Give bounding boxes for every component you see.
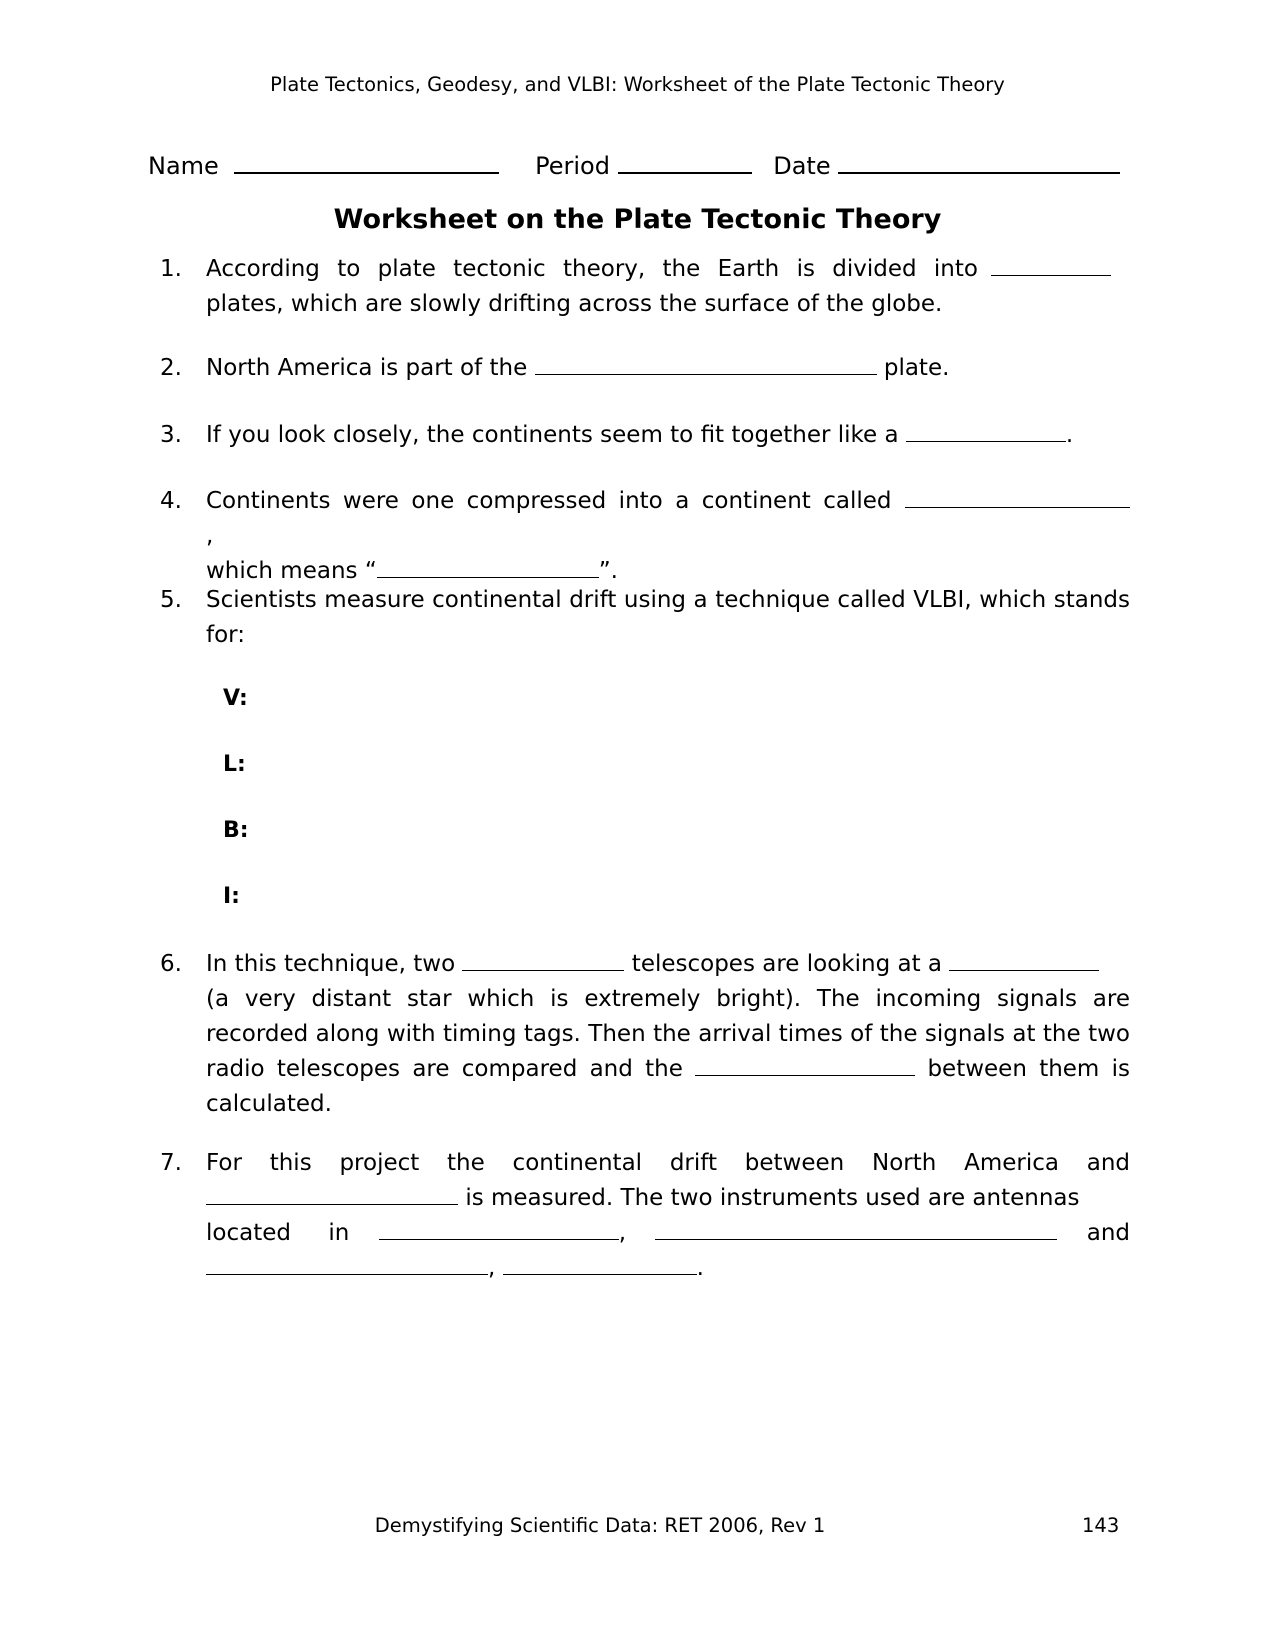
question-number: 4. xyxy=(160,488,182,514)
period-label: Period xyxy=(535,152,610,180)
question-number: 2. xyxy=(160,355,182,381)
question-number: 7. xyxy=(160,1150,182,1176)
name-label: Name xyxy=(148,152,219,180)
answer-blank[interactable] xyxy=(379,1216,619,1240)
answer-blank[interactable] xyxy=(905,484,1130,508)
vlbi-letter-v: V: xyxy=(223,686,248,711)
footer-source: Demystifying Scientific Data: RET 2006, Rev 1 xyxy=(374,1514,826,1537)
question-number: 5. xyxy=(160,587,182,613)
answer-blank[interactable] xyxy=(377,554,599,578)
question-text: ”. xyxy=(598,558,618,584)
question-number: 6. xyxy=(160,951,182,977)
question-text: and xyxy=(1086,1220,1131,1246)
student-info-row xyxy=(148,148,1124,180)
question-text: telescopes are looking at a xyxy=(631,951,943,977)
question-text: is measured. The two instruments used are antennas xyxy=(465,1185,1080,1211)
question-text: between them is calculated. xyxy=(206,1056,1130,1117)
question-text: According to plate tectonic theory, the Earth is divided into xyxy=(206,256,978,282)
question-text: Continents were one compressed into a continent called xyxy=(206,488,892,514)
answer-blank[interactable] xyxy=(535,351,877,375)
question-text: . xyxy=(1065,422,1074,448)
question-text: plate. xyxy=(883,355,950,381)
question-text: Scientists measure continental drift using a technique called VLBI, which stands for: xyxy=(206,587,1130,648)
answer-blank[interactable] xyxy=(906,418,1066,442)
question-text: located in xyxy=(206,1220,350,1246)
period-field[interactable] xyxy=(618,148,752,174)
question-text: plates, which are slowly drifting across the surface of the globe. xyxy=(206,291,943,317)
date-field[interactable] xyxy=(838,148,1120,174)
worksheet-title: Worksheet on the Plate Tectonic Theory xyxy=(333,204,942,235)
vlbi-letter-b: B: xyxy=(223,818,249,843)
question-text: North America is part of the xyxy=(206,355,528,381)
answer-blank[interactable] xyxy=(991,252,1111,276)
answer-blank[interactable] xyxy=(206,1181,458,1205)
answer-blank[interactable] xyxy=(503,1251,697,1275)
answer-blank[interactable] xyxy=(655,1216,1057,1240)
question-text: In this technique, two xyxy=(206,951,456,977)
question-text: , xyxy=(618,1220,626,1246)
question-text: which means “ xyxy=(206,558,377,584)
question-number: 1. xyxy=(160,256,182,282)
question-text: If you look closely, the continents seem to fit together like a xyxy=(206,422,899,448)
question-text: . xyxy=(696,1255,704,1281)
answer-blank[interactable] xyxy=(695,1052,915,1076)
page-number: 143 xyxy=(1082,1514,1120,1537)
question-text: , xyxy=(488,1255,496,1281)
answer-blank[interactable] xyxy=(462,947,624,971)
running-header: Plate Tectonics, Geodesy, and VLBI: Worksheet of the Plate Tectonic Theory xyxy=(270,73,1005,96)
question-number: 3. xyxy=(160,422,182,448)
name-field[interactable] xyxy=(234,148,499,174)
date-label: Date xyxy=(773,152,831,180)
answer-blank[interactable] xyxy=(949,947,1099,971)
vlbi-letter-i: I: xyxy=(223,884,240,909)
question-text: , xyxy=(206,523,214,549)
question-text: For this project the continental drift between North America and xyxy=(206,1150,1130,1176)
answer-blank[interactable] xyxy=(206,1251,488,1275)
question-text: (a very distant star which is extremely bright). The incoming signals are recorded along with timing tags. Then the arrival times of the signals at the two radio telescopes are compared and the xyxy=(206,986,1130,1082)
vlbi-letter-l: L: xyxy=(223,752,246,777)
